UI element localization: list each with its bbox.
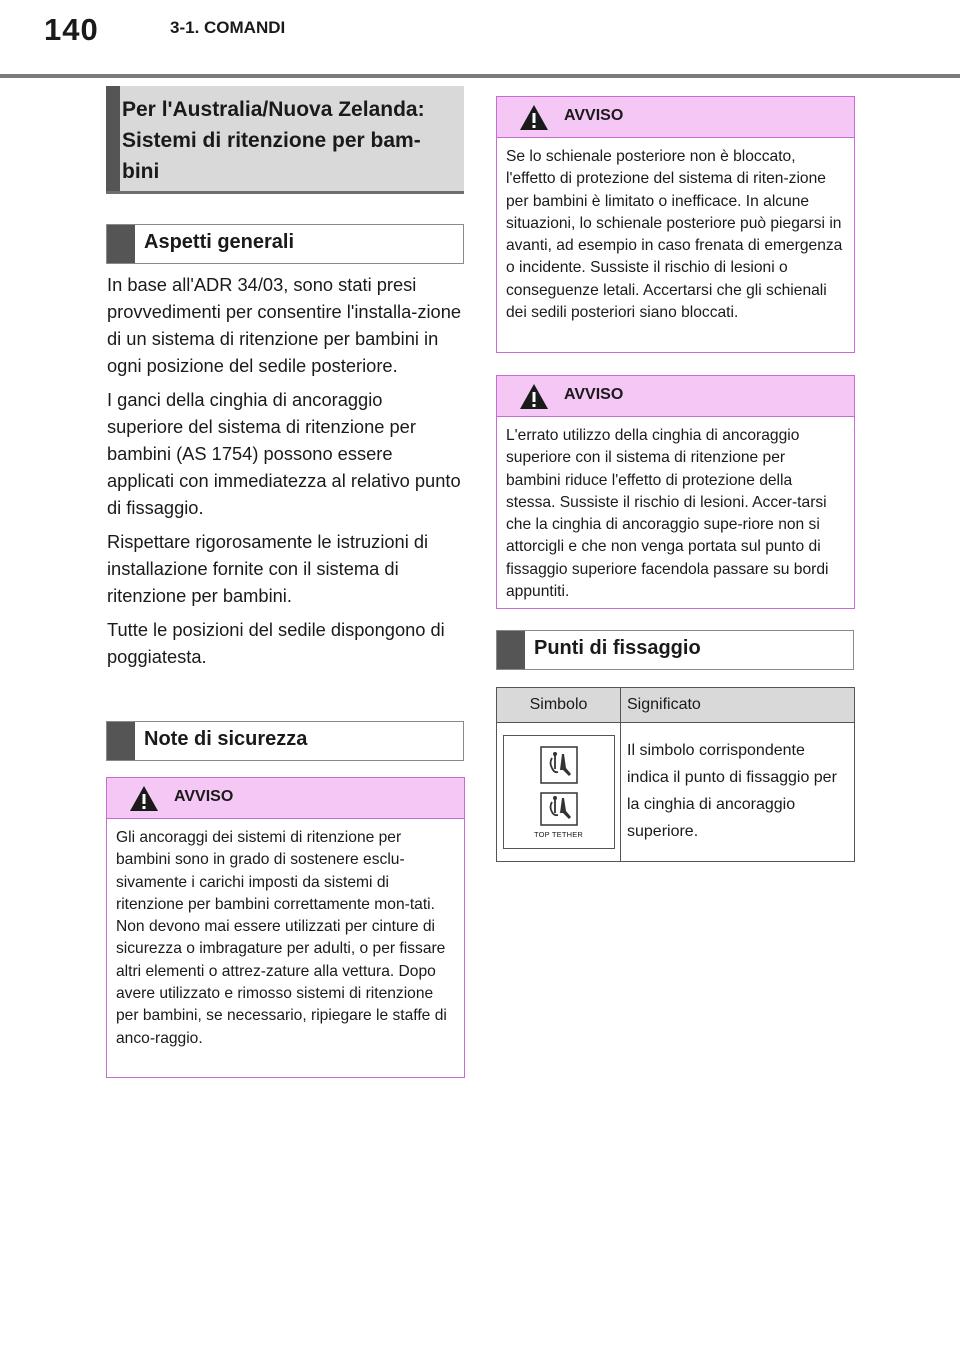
- section-title: 3-1. COMANDI: [170, 18, 286, 37]
- table-header-meaning: Significato: [621, 688, 855, 723]
- top-tether-caption: TOP TETHER: [533, 830, 584, 839]
- paragraph: Tutte le posizioni del sedile dispongono di poggiatesta.: [107, 619, 445, 667]
- paragraph: In base all'ADR 34/03, sono stati presi provvedimenti per consentire l'installa-zione di un sistema di ritenzione per bambini in ogni posizione del sedile posteriore.: [107, 274, 462, 376]
- warning-label: AVVISO: [564, 386, 624, 403]
- warning-triangle-icon: [129, 785, 159, 812]
- subheading-general-label: Aspetti generali: [144, 231, 295, 253]
- subheading-points-label: Punti di fissaggio: [534, 637, 701, 659]
- subheading-points: [496, 630, 854, 670]
- subheading-safety-label: Note di sicurezza: [144, 728, 308, 750]
- paragraph: I ganci della cinghia di ancoraggio superiore del sistema di ritenzione per bambini (AS 1754) possono essere applicati con immediatezza al relativo punto di fissaggio.: [107, 389, 461, 518]
- subheading-accent-bar: [497, 631, 525, 669]
- warning-box-anchors: [106, 777, 465, 1078]
- warning-triangle-icon: [519, 383, 549, 410]
- warning-triangle-icon: [519, 104, 549, 131]
- title-accent-bar: [106, 86, 120, 191]
- page-number: 140: [44, 12, 99, 47]
- warning-header: [497, 97, 854, 138]
- table-header-row: [497, 688, 855, 723]
- subheading-general: [106, 224, 464, 264]
- symbol-cell: [497, 723, 621, 862]
- top-tether-icon: [540, 792, 578, 826]
- warning-text: L'errato utilizzo della cinghia di ancoraggio superiore con il sistema di ritenzione per bambini riduce l'effetto di protezione della stessa. Sussiste il rischio di lesioni. Accer-tarsi che la cinghia di ancoraggio supe-riore non si attorcigli e che non venga portata sul punto di fissaggio superiore facendola passare su bordi appuntiti.: [506, 427, 829, 601]
- subheading-accent-bar: [107, 722, 135, 760]
- subheading-safety: [106, 721, 464, 761]
- warning-header: [497, 376, 854, 417]
- warning-text: Gli ancoraggi dei sistemi di ritenzione per bambini sono in grado di sostenere esclu-sivamente i carichi imposti da sistemi di ritenzione per bambini correttamente mon-tati. Non devono mai essere utilizzati per cinture di sicurezza o imbragature per adulti, o per fissare altri elementi o attrez-zature alla vettura. Dopo avere utilizzato e rimosso sistemi di ritenzione per bambini, se necessario, ripiegare le staffe di anco-raggio.: [116, 829, 447, 1047]
- symbol-frame: [503, 735, 615, 849]
- main-title: Per l'Australia/Nuova Zelanda: Sistemi di ritenzione per bam-bini: [122, 98, 425, 183]
- warning-label: AVVISO: [174, 788, 234, 805]
- header-divider: [0, 74, 960, 78]
- warning-box-seatback: [496, 96, 855, 353]
- meaning-cell: Il simbolo corrispondente indica il punto di fissaggio per la cinghia di ancoraggio superiore.: [621, 723, 855, 862]
- subheading-accent-bar: [107, 225, 135, 263]
- warning-label: AVVISO: [564, 107, 624, 124]
- warning-text: Se lo schienale posteriore non è bloccato, l'effetto di protezione del sistema di riten-zione per bambini è limitato o inefficace. In alcune situazioni, lo schienale posteriore può piegarsi in avanti, ad esempio in caso frenata di emergenza o incidente. Sussiste il rischio di lesioni o conseguenze letali. Accertarsi che gli schienali dei sedili posteriori siano bloccati.: [506, 148, 843, 322]
- table-row: [497, 723, 855, 862]
- table-header-symbol: Simbolo: [497, 688, 621, 723]
- anchor-points-table: [496, 687, 855, 862]
- child-seat-anchor-icon: [540, 746, 578, 784]
- warning-header: [107, 778, 464, 819]
- paragraph: Rispettare rigorosamente le istruzioni di installazione fornite con il sistema di ritenzione per bambini.: [107, 531, 429, 606]
- general-text: [107, 271, 463, 677]
- warning-box-tether: [496, 375, 855, 609]
- main-title-box: [106, 86, 464, 194]
